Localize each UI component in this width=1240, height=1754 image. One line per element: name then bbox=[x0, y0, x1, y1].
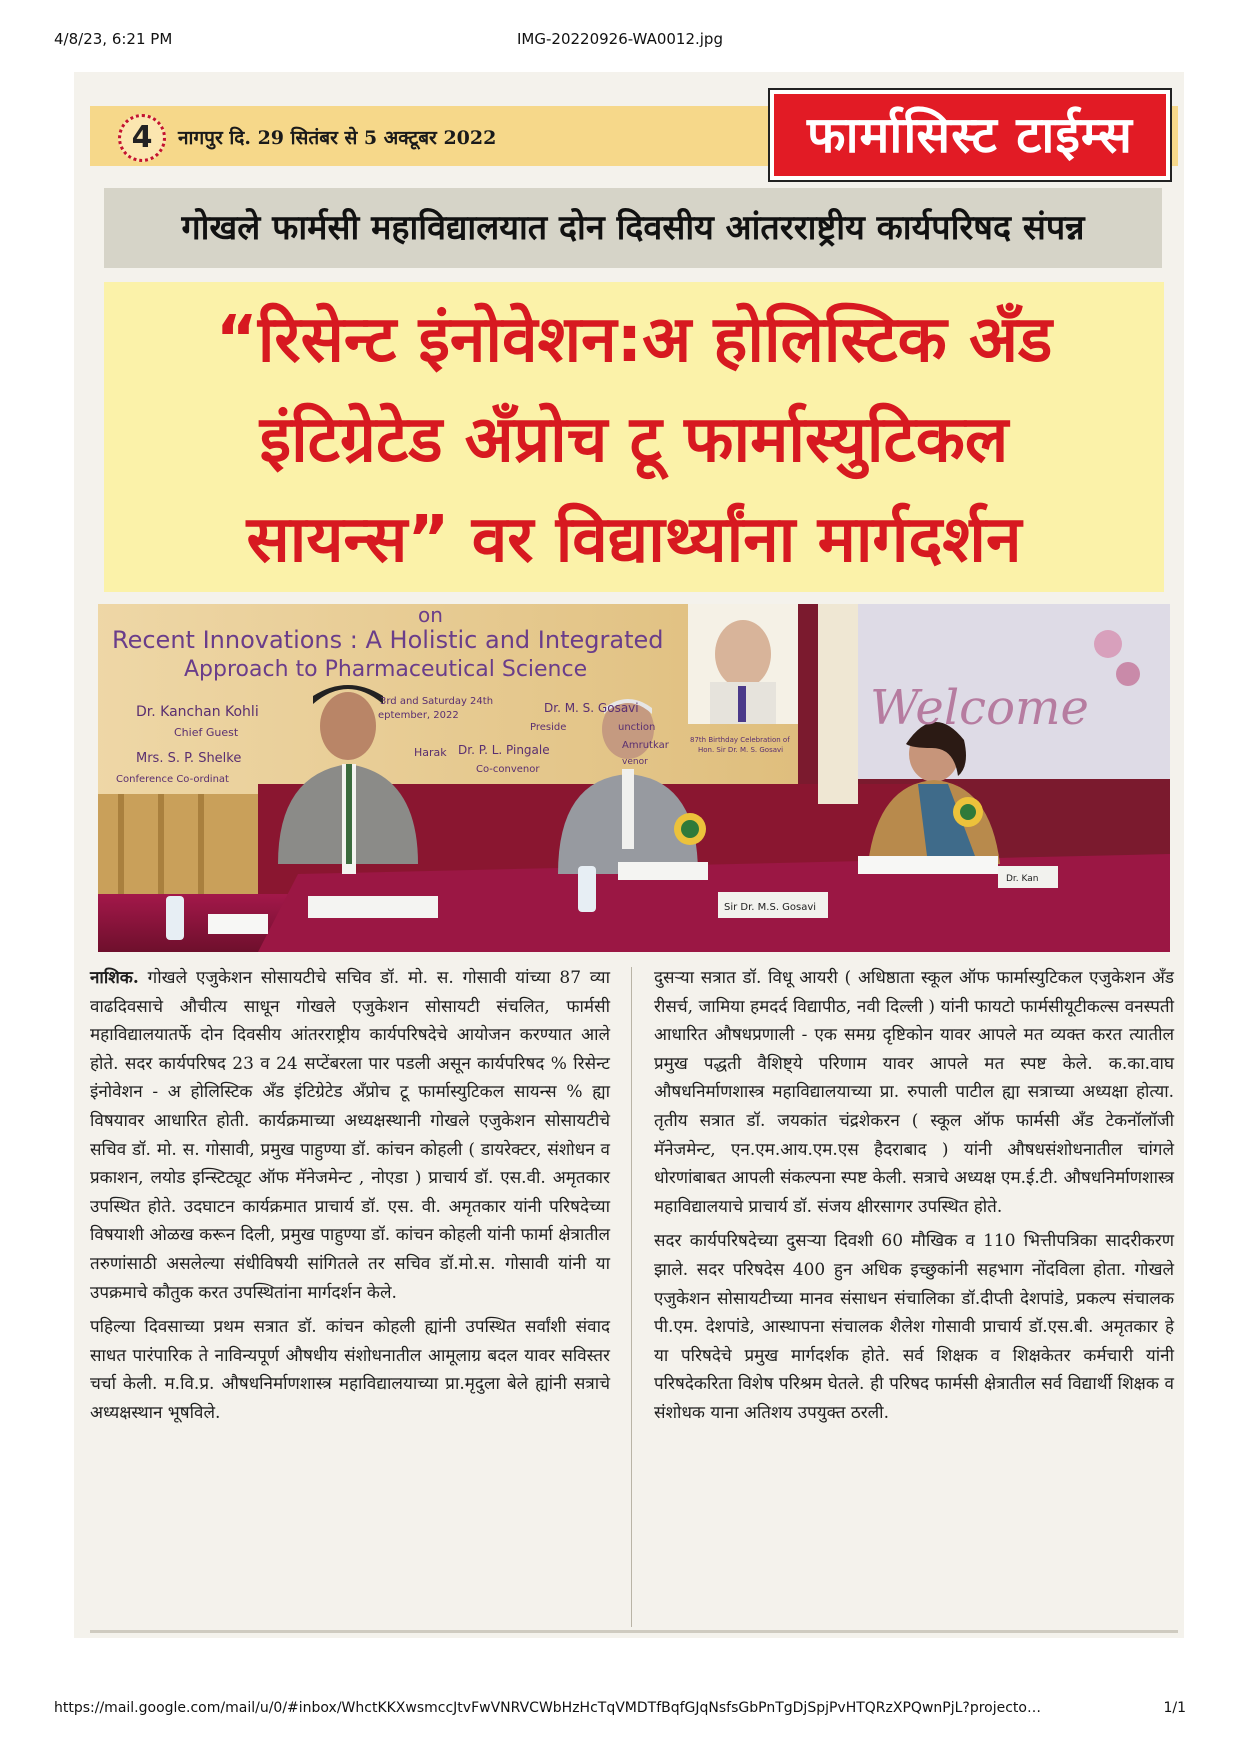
print-header bbox=[54, 30, 1186, 52]
headline-line-2: इंटिग्रेटेड अँप्रोच टू फार्मास्युटिकल bbox=[259, 403, 1009, 477]
banner-guest-name: Dr. Kanchan Kohli bbox=[136, 704, 259, 720]
banner-guest-role: Chief Guest bbox=[174, 726, 239, 739]
article-paragraph: नाशिक. गोखले एजुकेशन सोसायटीचे सचिव डॉ. मो. स. गोसावी यांच्या 87 व्या वाढदिवसाचे औचीत्य साधून गोखले एजुकेशन सोसायटी संचलित, फार्मसी महाविद्यालयातर्फे दोन दिवसीय आंतरराष्ट्रीय कार्यपरिषदेचे आयोजन करण्यात आले होते. सदर कार्यपरिषद 23 व 24 सप्टेंबरला पार पडली असून कार्यपरिषद % रिसेन्ट इंनोवेशन - अ होलिस्टिक अँड इंटिग्रेटेड अँप्रोच टू फार्मास्युटिकल सायन्स % ह्या विषयावर आधारित होती. कार्यक्रमाच्या अध्यक्षस्थानी गोखले एजुकेशन सोसायटीचे सचिव डॉ. मो. स. गोसावी, प्रमुख पाहुण्या डॉ. कांचन कोहली ( डायरेक्टर, संशोधन व प्रकाशन, लयोड इन्स्टिट्यूट ऑफ मॅनेजमेन्ट , नोएडा ) प्राचार्य डॉ. एस.वी. अमृतकार उपस्थित होते. उदघाटन कार्यक्रमात प्राचार्य डॉ. एस. वी. अमृतकार यांनी परिषदेच्या विषयाशी ओळख करून दिली, प्रमुख पाहुण्या डॉ. कांचन कोहली यांनी फार्मा क्षेत्रातील तरुणांसाठी असलेल्या संधीविषयी सांगितले तर सचिव डॉ.मो.स. गोसावी यांनी या उपक्रमाचे कौतुक करत उपस्थितांना मार्गदर्शन केले. bbox=[90, 968, 611, 1303]
main-headline bbox=[124, 290, 1144, 590]
article-column-left bbox=[90, 964, 610, 1434]
bottom-rule bbox=[90, 1630, 1178, 1633]
banner-gosavi-role-2: unction bbox=[618, 722, 656, 733]
column-divider bbox=[631, 967, 632, 1627]
banner-title-1: Recent Innovations : A Holistic and Integrated bbox=[112, 626, 664, 654]
print-filename: IMG-20220926-WA0012.jpg bbox=[517, 30, 723, 48]
print-page-count: 1/1 bbox=[1163, 1700, 1186, 1716]
banner-gosavi-role: Preside bbox=[530, 722, 567, 733]
article-paragraph: पहिल्या दिवसाच्या प्रथम सत्रात डॉ. कांचन कोहली ह्यांनी उपस्थित सर्वांशी संवाद साधत पारंपारिक ते नाविन्यपूर्ण औषधीय संशोधनातील आमूलाग्र बदल यावर सविस्तर चर्चा केली. म.वि.प्र. औषधनिर्माणशास्त्र महाविद्यालयाच्या प्रा.मृदुला बेले ह्यांनी सत्राचे अध्यक्षस्थान भूषविले. bbox=[90, 1317, 610, 1423]
event-photo bbox=[98, 604, 1170, 952]
article-paragraph: दुसऱ्या सत्रात डॉ. विधू आयरी ( अधिष्ठाता स्कूल ऑफ फार्मास्युटिकल एजुकेशन अँड रीसर्च, जामिया हमदर्द विद्यापीठ, नवी दिल्ली ) यांनी फायटो फार्मसीयूटीकल्स वनस्पती आधारित औषधप्रणाली - एक समग्र दृष्टिकोन यावर आपले मत व्यक्त करत त्यातील प्रमुख पद्धती वैशिष्ट्ये परिणाम यावर आपले मत स्पष्ट केले. क.का.वाघ औषधनिर्माणशास्त्र महाविद्यालयाच्या प्रा. रुपाली पाटील ह्या सत्राच्या अध्यक्षा होत्या. तृतीय सत्रात डॉ. जयकांत चंद्रशेकरन ( स्कूल ऑफ फार्मसी अँड टेकनॉलॉजी मॅनेजमेन्ट, एन.एम.आय.एम.एस हैदराबाद ) यांनी औषधसंशोधनातील चांगले धोरणांबाबत आपली संकल्पना स्पष्ट केली. सत्राचे अध्यक्ष एम.ई.टी. औषधनिर्माणशास्त्र महाविद्यालयाचे प्राचार्य डॉ. संजय क्षीरसागर उपस्थित होते. bbox=[654, 968, 1174, 1217]
headline-box bbox=[104, 282, 1164, 592]
print-url: https://mail.google.com/mail/u/0/#inbox/WhctKKXwsmccJtvFwVNRVCWbHzHcTqVMDTfBqfGJqNsfsGbPnTgDjSpjPvHTQRzXPQwnPjL?projecto… bbox=[54, 1700, 1041, 1716]
article-paragraph: सदर कार्यपरिषदेच्या दुसऱ्या दिवशी 60 मौखिक व 110 भित्तीपत्रिका सादरीकरण झाले. सदर परिषदेस 400 हुन अधिक इच्छुकांनी सहभाग नोंदविला होता. गोखले एजुकेशन सोसायटीच्या मानव संसाधन संचालिका डॉ.दीप्ती देशपांडे, प्रकल्प संचालक पी.एम. देशपांडे, आस्थापना संचालक शैलेश गोसावी प्राचार्य डॉ.एस.बी. अमृतकार हे या परिषदेचे प्रमुख मार्गदर्शक होते. सर्व शिक्षक व शिक्षकेतर कर्मचारी यांनी परिषदेकरिता विशेष परिश्रम घेतले. ही परिषद फार्मसी क्षेत्रातील सर्व विद्यार्थी शिक्षक व संशोधक याना अतिशय उपयुक्त ठरली. bbox=[654, 1231, 1174, 1423]
banner-birthday-2: Hon. Sir Dr. M. S. Gosavi bbox=[698, 746, 784, 754]
article-location: नाशिक. bbox=[90, 968, 139, 988]
dateline: नागपुर दि. 29 सितंबर से 5 अक्टूबर 2022 bbox=[178, 127, 497, 149]
kicker-headline: गोखले फार्मसी महाविद्यालयात दोन दिवसीय आंतरराष्ट्रीय कार्यपरिषद संपन्न bbox=[104, 188, 1162, 268]
banner-pingale-name: Dr. P. L. Pingale bbox=[458, 743, 550, 757]
banner-date-1: 3rd and Saturday 24th bbox=[380, 696, 494, 707]
nameplate-center: Sir Dr. M.S. Gosavi bbox=[724, 902, 817, 913]
banner-pingale-role: Co-convenor bbox=[476, 764, 540, 775]
page-number-badge: 4 bbox=[118, 114, 166, 162]
print-datetime: 4/8/23, 6:21 PM bbox=[54, 30, 173, 48]
article-column-right bbox=[654, 964, 1174, 1434]
nameplate-right: Dr. Kan bbox=[1006, 874, 1039, 884]
headline-line-3: सायन्स” वर विद्यार्थ्यांना मार्गदर्शन bbox=[246, 503, 1022, 577]
banner-venor: venor bbox=[622, 757, 648, 767]
newspaper-clipping bbox=[74, 72, 1184, 1638]
banner-gosavi-name: Dr. M. S. Gosavi bbox=[544, 701, 639, 715]
banner-on: on bbox=[418, 604, 443, 627]
welcome-text: Welcome bbox=[870, 680, 1089, 736]
banner-title-2: Approach to Pharmaceutical Science bbox=[184, 657, 588, 682]
banner-amrutkar: Amrutkar bbox=[622, 740, 669, 751]
banner-date-2: eptember, 2022 bbox=[378, 710, 459, 721]
banner-harak: Harak bbox=[414, 746, 447, 759]
masthead-logo: फार्मासिस्ट टाईम्स bbox=[770, 90, 1170, 180]
banner-coord-name: Mrs. S. P. Shelke bbox=[136, 751, 242, 766]
banner-coord-role: Conference Co-ordinat bbox=[116, 774, 229, 785]
banner-birthday-1: 87th Birthday Celebration of bbox=[690, 736, 790, 744]
print-footer bbox=[54, 1700, 1186, 1722]
headline-line-1: “रिसेन्ट इंनोवेशन:अ होलिस्टिक अँड bbox=[215, 303, 1053, 377]
